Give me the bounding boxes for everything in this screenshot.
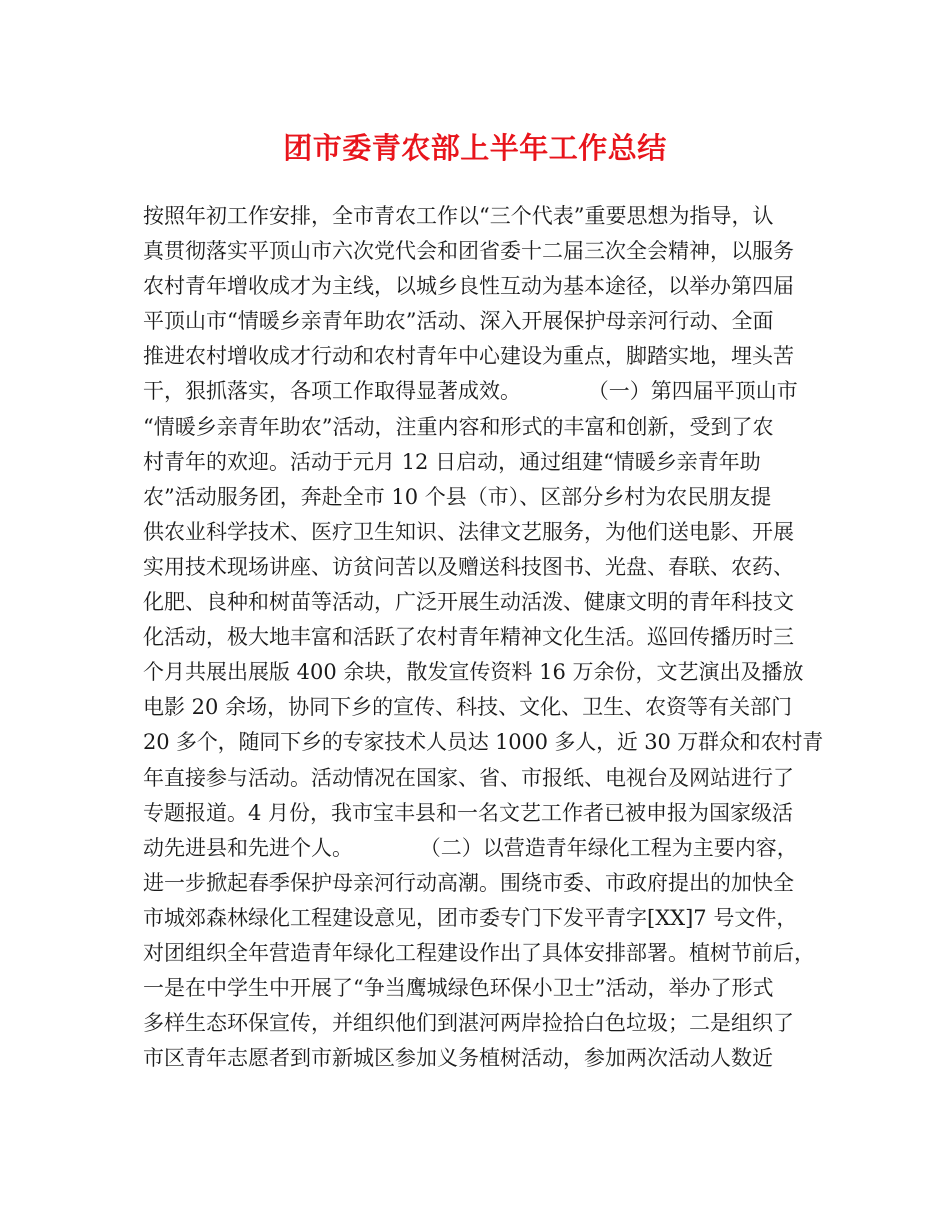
body-text-line: 化活动，极大地丰富和活跃了农村青年精神文化生活。巡回传播历时三 — [143, 625, 794, 650]
body-text-line: 农村青年增收成才为主线，以城乡良性互动为基本途径，以举办第四届 — [143, 274, 794, 299]
body-text-line: 市区青年志愿者到市新城区参加义务植树活动，参加两次活动人数近 — [143, 1046, 773, 1071]
document-body — [143, 199, 823, 1076]
body-text-line: 专题报道。4 月份，我市宝丰县和一名文艺工作者已被申报为国家级活 — [143, 800, 794, 825]
body-text-line: 一是在中学生中开展了“争当鹰城绿色环保小卫士”活动，举办了形式 — [143, 976, 774, 1001]
body-text-line: 个月共展出展版 400 余块，散发宣传资料 16 万余份，文艺演出及播放 — [143, 660, 804, 685]
body-text-line: 电影 20 余场，协同下乡的宣传、科技、文化、卫生、农资等有关部门 — [143, 695, 793, 720]
body-text-line: 供农业科学技术、医疗卫生知识、法律文艺服务，为他们送电影、开展 — [143, 519, 794, 544]
body-text-line: 推进农村增收成才行动和农村青年中心建设为重点，脚踏实地，埋头苦 — [143, 344, 794, 369]
body-text-line: 实用技术现场讲座、访贫问苦以及赠送科技图书、光盘、春联、农药、 — [143, 554, 794, 579]
document-title: 团市委青农部上半年工作总结 — [283, 131, 667, 165]
body-text-line: 化肥、良种和树苗等活动，广泛开展生动活泼、健康文明的青年科技文 — [143, 590, 794, 615]
body-text-line: “情暖乡亲青年助农”活动，注重内容和形式的丰富和创新，受到了农 — [143, 414, 774, 439]
body-text-line: 农”活动服务团，奔赴全市 10 个县（市）、区部分乡村为农民朋友提 — [143, 484, 772, 509]
body-text-line: 按照年初工作安排，全市青农工作以“三个代表”重要思想为指导，认 — [143, 204, 774, 228]
body-text-line: 动先进县和先进个人。 （二）以营造青年绿化工程为主要内容， — [143, 835, 798, 860]
body-text-line: 多样生态环保宣传，并组织他们到湛河两岸捡拾白色垃圾；二是组织了 — [143, 1011, 794, 1036]
body-text-line: 年直接参与活动。活动情况在国家、省、市报纸、电视台及网站进行了 — [143, 765, 794, 790]
body-text-line: 对团组织全年营造青年绿化工程建设作出了具体安排部署。植树节前后， — [143, 940, 815, 965]
body-text-line: 平顶山市“情暖乡亲青年助农”活动、深入开展保护母亲河行动、全面 — [143, 309, 774, 334]
body-text-line: 20 多个，随同下乡的专家技术人员达 1000 多人，近 30 万群众和农村青 — [143, 730, 824, 755]
body-text-line: 村青年的欢迎。活动于元月 12 日启动，通过组建“情暖乡亲青年助 — [143, 449, 761, 474]
body-text-line: 真贯彻落实平顶山市六次党代会和团省委十二届三次全会精神，以服务 — [143, 239, 794, 264]
body-text-line: 进一步掀起春季保护母亲河行动高潮。围绕市委、市政府提出的加快全 — [143, 870, 794, 895]
body-text-line: 市城郊森林绿化工程建设意见，团市委专门下发平青字[XX]7 号文件， — [143, 905, 798, 930]
body-text-line: 干，狠抓落实，各项工作取得显著成效。 （一）第四届平顶山市 — [143, 379, 798, 404]
